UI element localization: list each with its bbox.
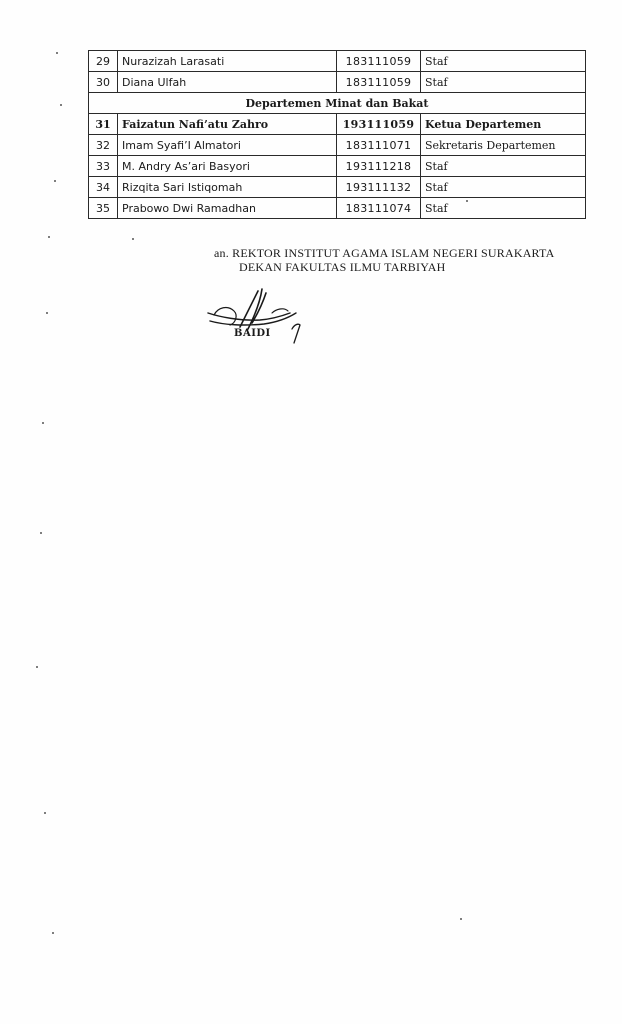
scan-speck — [40, 532, 42, 534]
member-nim: 183111071 — [337, 135, 421, 156]
scan-speck — [52, 932, 54, 934]
scan-speck — [56, 52, 58, 54]
scan-speck — [46, 312, 48, 314]
table-row — [89, 51, 586, 72]
section-header-row — [89, 93, 586, 114]
scan-speck — [460, 918, 462, 920]
member-role: Staf — [421, 72, 586, 93]
signature-dean-line: DEKAN FAKULTAS ILMU TARBIYAH — [239, 260, 446, 274]
member-role: Staf — [421, 177, 586, 198]
signature-authority-line: an. REKTOR INSTITUT AGAMA ISLAM NEGERI SURAKARTA — [214, 246, 555, 260]
signer-name: BAIDI — [234, 328, 271, 339]
table-row — [89, 135, 586, 156]
scan-speck — [466, 200, 468, 202]
member-name: Imam Syafi’I Almatori — [118, 135, 337, 156]
member-name: Diana Ulfah — [118, 72, 337, 93]
member-nim: 193111218 — [337, 156, 421, 177]
scan-speck — [44, 812, 46, 814]
row-number: 33 — [89, 156, 118, 177]
member-role: Ketua Departemen — [421, 114, 586, 135]
row-number: 31 — [89, 114, 118, 135]
member-role: Staf — [421, 51, 586, 72]
row-number: 32 — [89, 135, 118, 156]
member-nim: 183111074 — [337, 198, 421, 219]
member-nim: 183111059 — [337, 51, 421, 72]
member-name: Faizatun Nafi’atu Zahro — [118, 114, 337, 135]
member-role: Sekretaris Departemen — [421, 135, 586, 156]
scan-speck — [60, 104, 62, 106]
row-number: 29 — [89, 51, 118, 72]
table-row-head — [89, 114, 586, 135]
member-nim: 193111132 — [337, 177, 421, 198]
handwritten-signature — [200, 283, 310, 353]
scan-speck — [36, 666, 38, 668]
row-number: 35 — [89, 198, 118, 219]
section-title: Departemen Minat dan Bakat — [89, 93, 586, 114]
row-number: 30 — [89, 72, 118, 93]
member-role: Staf — [421, 156, 586, 177]
scan-speck — [48, 236, 50, 238]
member-name: Rizqita Sari Istiqomah — [118, 177, 337, 198]
scan-speck — [54, 180, 56, 182]
signature-block — [214, 246, 554, 274]
scan-speck — [42, 422, 44, 424]
table-row — [89, 177, 586, 198]
scan-speck — [132, 238, 134, 240]
member-nim: 183111059 — [337, 72, 421, 93]
member-name: Nurazizah Larasati — [118, 51, 337, 72]
member-name: Prabowo Dwi Ramadhan — [118, 198, 337, 219]
member-role: Staf — [421, 198, 586, 219]
member-table — [88, 50, 586, 219]
member-name: M. Andry As’ari Basyori — [118, 156, 337, 177]
table-row — [89, 156, 586, 177]
table-row — [89, 72, 586, 93]
member-nim: 193111059 — [337, 114, 421, 135]
table-row — [89, 198, 586, 219]
row-number: 34 — [89, 177, 118, 198]
